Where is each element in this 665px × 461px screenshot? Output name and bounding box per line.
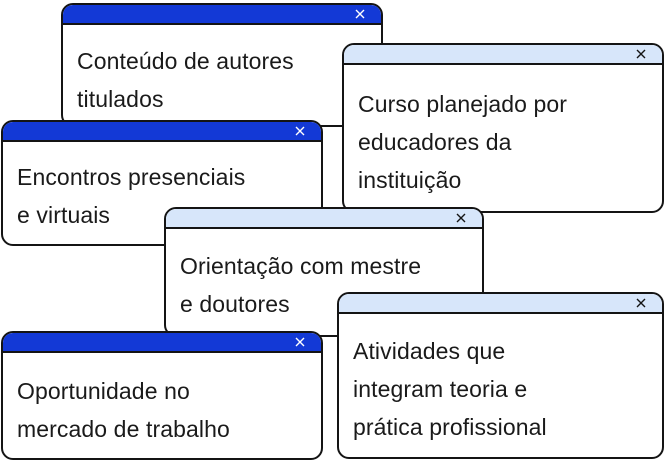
- window-titlebar[interactable]: [3, 122, 321, 142]
- window-text: [339, 314, 662, 446]
- close-icon[interactable]: [456, 213, 466, 223]
- window-text-line: Conteúdo de autores: [77, 48, 294, 74]
- close-icon[interactable]: [355, 9, 365, 19]
- window-text-line: educadores da: [358, 129, 512, 155]
- window-text-line: Oportunidade no: [17, 378, 190, 404]
- window-text-line: Encontros presenciais: [17, 164, 246, 190]
- window-titlebar[interactable]: [3, 333, 321, 353]
- window-text-line: instituição: [358, 167, 462, 193]
- window-text: [3, 353, 321, 448]
- window-text-line: Orientação com mestre: [180, 253, 422, 279]
- window-titlebar[interactable]: [344, 45, 662, 65]
- window-conteudo-autores: [61, 3, 383, 127]
- window-text-line: titulados: [77, 86, 164, 112]
- window-text: [344, 65, 662, 199]
- close-icon[interactable]: [295, 337, 305, 347]
- window-oportunidade: [1, 331, 323, 460]
- window-text: [63, 25, 381, 118]
- window-text-line: e virtuais: [17, 202, 111, 228]
- window-text-line: Curso planejado por: [358, 91, 568, 117]
- close-icon[interactable]: [636, 49, 646, 59]
- window-atividades: [337, 292, 664, 459]
- window-titlebar[interactable]: [63, 5, 381, 25]
- window-text-line: prática profissional: [353, 414, 547, 440]
- window-curso-planejado: [342, 43, 664, 213]
- window-text-line: Atividades que: [353, 338, 506, 364]
- close-icon[interactable]: [295, 126, 305, 136]
- window-text-line: e doutores: [180, 291, 290, 317]
- close-icon[interactable]: [636, 298, 646, 308]
- window-text-line: mercado de trabalho: [17, 416, 230, 442]
- window-titlebar[interactable]: [166, 209, 482, 229]
- window-text-line: integram teoria e: [353, 376, 528, 402]
- window-titlebar[interactable]: [339, 294, 662, 314]
